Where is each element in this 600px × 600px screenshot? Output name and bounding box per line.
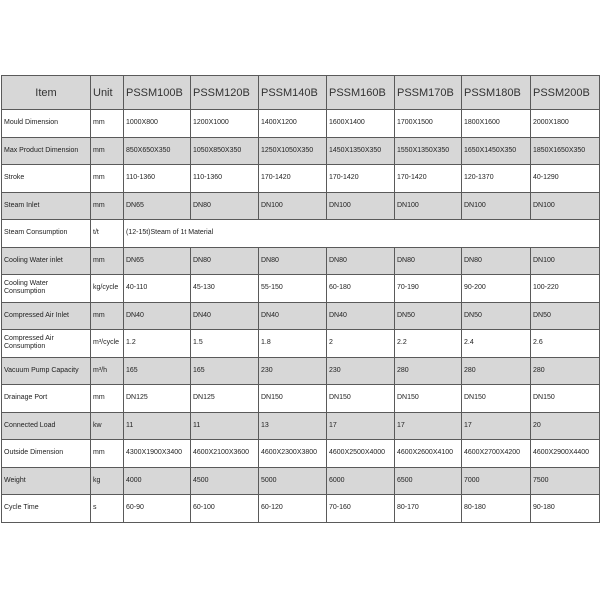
table-row [2,495,600,523]
cell-value: 6500 [395,467,462,495]
cell-value: 4000 [124,467,191,495]
cell-value: DN40 [124,302,191,330]
row-label: Steam Consumption [2,220,91,248]
cell-value: 1.2 [124,330,191,358]
cell-value: DN80 [462,247,531,275]
cell-value: 11 [124,412,191,440]
table-row [2,220,600,248]
row-label: Mould Dimension [2,110,91,138]
cell-value: 1200X1000 [191,110,259,138]
row-unit: mm [91,302,124,330]
cell-value: 4600X2300X3800 [259,440,327,468]
row-unit: kw [91,412,124,440]
table-row [2,440,600,468]
row-span-value: (12-15t)Steam of 1t Material [124,220,600,248]
row-unit: mm [91,385,124,413]
row-unit: mm [91,110,124,138]
cell-value: DN65 [124,247,191,275]
cell-value: DN80 [327,247,395,275]
cell-value: DN150 [531,385,600,413]
header-model: PSSM200B [531,76,600,110]
row-label: Compressed Air Inlet [2,302,91,330]
header-row [2,76,600,110]
cell-value: 110-1360 [191,165,259,193]
row-label: Drainage Port [2,385,91,413]
spec-table-body [2,110,600,523]
row-label: Steam Inlet [2,192,91,220]
cell-value: 1400X1200 [259,110,327,138]
row-unit: mm [91,192,124,220]
cell-value: 100-220 [531,275,600,303]
cell-value: 1850X1650X350 [531,137,600,165]
cell-value: 17 [395,412,462,440]
header-item: Item [2,76,91,110]
header-model: PSSM100B [124,76,191,110]
cell-value: DN100 [462,192,531,220]
cell-value: 60-100 [191,495,259,523]
cell-value: 17 [327,412,395,440]
cell-value: 850X650X350 [124,137,191,165]
cell-value: 4600X2600X4100 [395,440,462,468]
cell-value: 13 [259,412,327,440]
header-model: PSSM170B [395,76,462,110]
spec-table [1,75,600,523]
table-row [2,192,600,220]
cell-value: 120-1370 [462,165,531,193]
cell-value: 1650X1450X350 [462,137,531,165]
row-unit: t/t [91,220,124,248]
cell-value: 170-1420 [395,165,462,193]
cell-value: 1.5 [191,330,259,358]
table-row [2,110,600,138]
row-label: Max Product Dimension [2,137,91,165]
row-unit: mm [91,440,124,468]
header-unit: Unit [91,76,124,110]
cell-value: 170-1420 [327,165,395,193]
header-model: PSSM120B [191,76,259,110]
row-unit: mm [91,137,124,165]
table-row [2,357,600,385]
cell-value: DN80 [395,247,462,275]
row-label: Vacuum Pump Capacity [2,357,91,385]
cell-value: DN50 [395,302,462,330]
cell-value: 80-180 [462,495,531,523]
cell-value: 20 [531,412,600,440]
cell-value: 1600X1400 [327,110,395,138]
cell-value: 170-1420 [259,165,327,193]
cell-value: 1700X1500 [395,110,462,138]
row-label: Cooling Water inlet [2,247,91,275]
cell-value: DN125 [124,385,191,413]
cell-value: 90-180 [531,495,600,523]
cell-value: 2000X1800 [531,110,600,138]
cell-value: DN40 [259,302,327,330]
cell-value: 7000 [462,467,531,495]
cell-value: 230 [327,357,395,385]
row-label: Cycle Time [2,495,91,523]
table-row [2,137,600,165]
cell-value: 90-200 [462,275,531,303]
cell-value: DN125 [191,385,259,413]
cell-value: 2.2 [395,330,462,358]
cell-value: 4600X2500X4000 [327,440,395,468]
table-row [2,165,600,193]
cell-value: 165 [124,357,191,385]
cell-value: 2.4 [462,330,531,358]
cell-value: DN150 [259,385,327,413]
cell-value: 280 [531,357,600,385]
cell-value: 7500 [531,467,600,495]
row-label: Outside Dimension [2,440,91,468]
cell-value: DN150 [327,385,395,413]
row-label: Cooling Water Consumption [2,275,91,303]
cell-value: DN50 [462,302,531,330]
cell-value: 5000 [259,467,327,495]
cell-value: 1450X1350X350 [327,137,395,165]
cell-value: 1550X1350X350 [395,137,462,165]
table-row [2,275,600,303]
cell-value: 165 [191,357,259,385]
cell-value: 4600X2700X4200 [462,440,531,468]
cell-value: 40-110 [124,275,191,303]
table-row [2,412,600,440]
cell-value: DN40 [327,302,395,330]
cell-value: 45-130 [191,275,259,303]
cell-value: 1.8 [259,330,327,358]
row-unit: m³/cycle [91,330,124,358]
cell-value: 1250X1050X350 [259,137,327,165]
cell-value: 2 [327,330,395,358]
header-model: PSSM140B [259,76,327,110]
cell-value: 70-190 [395,275,462,303]
cell-value: DN80 [191,192,259,220]
row-unit: kg/cycle [91,275,124,303]
row-label: Stroke [2,165,91,193]
cell-value: 6000 [327,467,395,495]
cell-value: 4600X2100X3600 [191,440,259,468]
cell-value: DN65 [124,192,191,220]
cell-value: 17 [462,412,531,440]
row-unit: mm [91,247,124,275]
cell-value: 11 [191,412,259,440]
cell-value: 80-170 [395,495,462,523]
table-row [2,385,600,413]
table-row [2,247,600,275]
cell-value: DN40 [191,302,259,330]
cell-value: 60-180 [327,275,395,303]
header-model: PSSM180B [462,76,531,110]
cell-value: 2.6 [531,330,600,358]
cell-value: DN50 [531,302,600,330]
cell-value: DN150 [395,385,462,413]
row-unit: m³/h [91,357,124,385]
cell-value: 1800X1600 [462,110,531,138]
cell-value: DN100 [327,192,395,220]
spec-table-container [1,75,599,523]
cell-value: 60-120 [259,495,327,523]
cell-value: DN150 [462,385,531,413]
cell-value: 55-150 [259,275,327,303]
cell-value: 4600X2900X4400 [531,440,600,468]
cell-value: DN80 [259,247,327,275]
row-label: Compressed Air Consumption [2,330,91,358]
header-model: PSSM160B [327,76,395,110]
row-label: Weight [2,467,91,495]
cell-value: 70-160 [327,495,395,523]
table-row [2,330,600,358]
cell-value: DN80 [191,247,259,275]
table-row [2,302,600,330]
cell-value: 280 [395,357,462,385]
cell-value: 4300X1900X3400 [124,440,191,468]
cell-value: 110-1360 [124,165,191,193]
cell-value: 230 [259,357,327,385]
row-label: Connected Load [2,412,91,440]
cell-value: 1000X800 [124,110,191,138]
cell-value: 4500 [191,467,259,495]
cell-value: 60-90 [124,495,191,523]
row-unit: kg [91,467,124,495]
cell-value: 40-1290 [531,165,600,193]
table-row [2,467,600,495]
row-unit: s [91,495,124,523]
cell-value: DN100 [531,192,600,220]
cell-value: DN100 [531,247,600,275]
row-unit: mm [91,165,124,193]
cell-value: 280 [462,357,531,385]
cell-value: 1050X850X350 [191,137,259,165]
cell-value: DN100 [259,192,327,220]
cell-value: DN100 [395,192,462,220]
